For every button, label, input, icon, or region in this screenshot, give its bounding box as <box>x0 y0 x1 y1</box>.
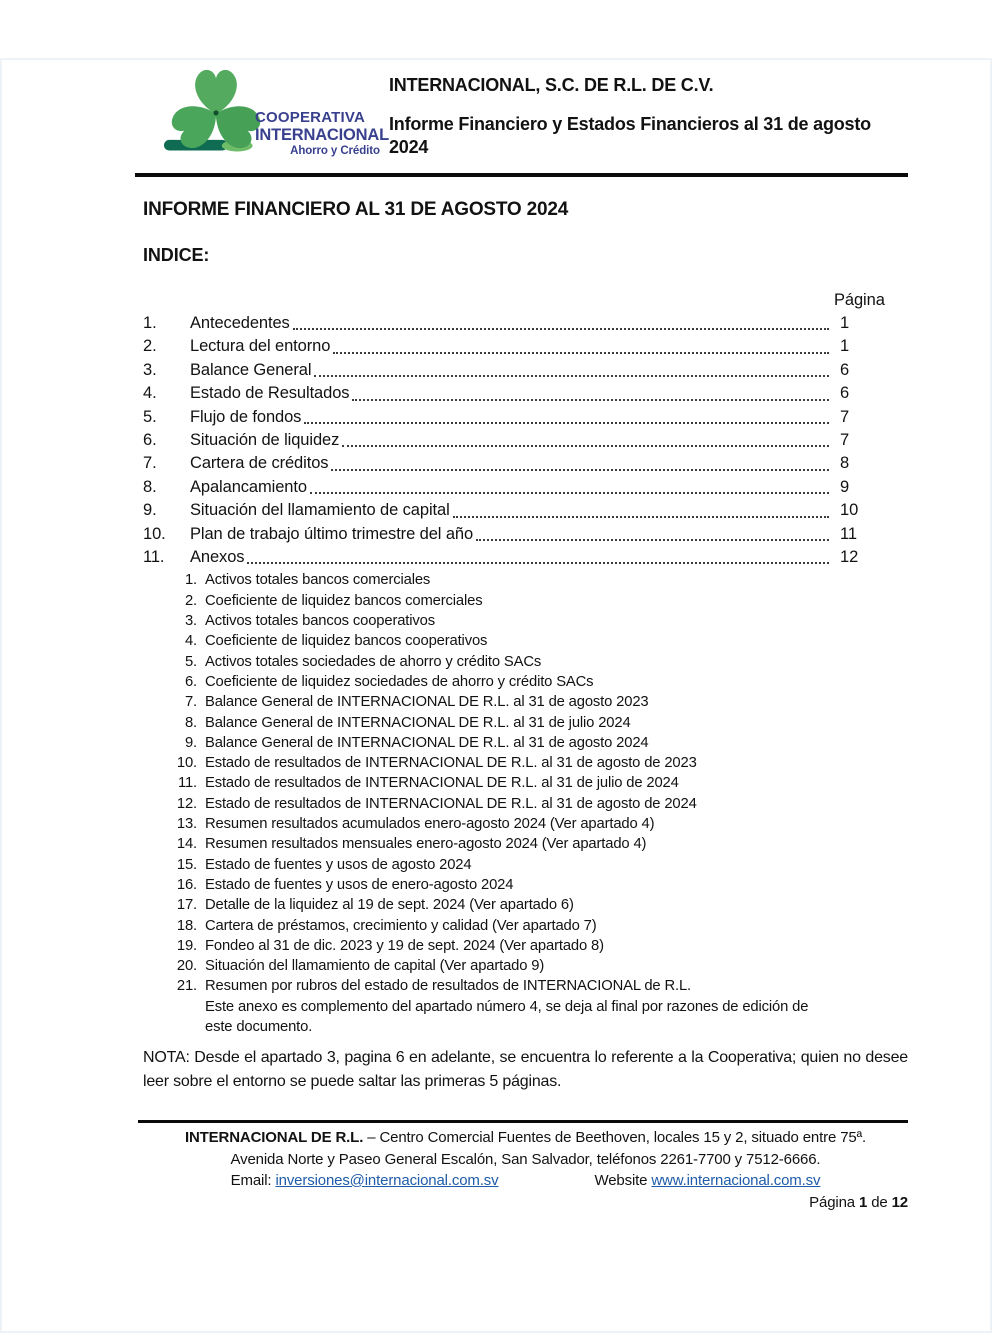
annex-item-label: Balance General de INTERNACIONAL DE R.L. al 31 de agosto 2023 <box>205 694 649 711</box>
footer-page-total: 12 <box>891 1194 908 1212</box>
toc-row <box>143 546 908 569</box>
annex-item-label: Balance General de INTERNACIONAL DE R.L. al 31 de agosto 2024 <box>205 734 649 751</box>
annex-item-body <box>205 753 697 773</box>
dot-leader <box>293 328 829 330</box>
footer-email <box>231 1170 499 1191</box>
email-link[interactable]: inversiones@internacional.com.sv <box>275 1171 499 1189</box>
annex-item-body <box>205 692 649 712</box>
annex-item-body <box>205 855 471 875</box>
dot-leader <box>247 562 829 564</box>
annex-item-label: Estado de resultados de INTERNACIONAL DE R.L. al 31 de agosto de 2023 <box>205 755 697 772</box>
toc-item-number: 6. <box>143 431 157 450</box>
report-header <box>143 58 908 166</box>
shamrock-icon <box>163 58 269 164</box>
annex-item-body <box>205 916 597 936</box>
annex-item-label: Detalle de la liquidez al 19 de sept. 2024 (Ver apartado 6) <box>205 897 574 914</box>
toc-row <box>143 406 908 429</box>
email-label: Email: <box>230 1171 276 1189</box>
logo-text <box>255 109 397 157</box>
annex-row <box>143 976 908 1037</box>
annex-row <box>143 814 908 834</box>
header-divider <box>135 173 908 177</box>
toc-item-label: Anexos <box>190 548 245 567</box>
annex-item-body <box>205 733 649 753</box>
annex-item-number: 19. <box>176 937 197 954</box>
toc-row <box>143 499 908 522</box>
toc-row <box>143 429 908 452</box>
dot-leader <box>331 469 829 471</box>
annex-item-body <box>205 570 430 590</box>
annex-item-number: 12. <box>176 795 197 812</box>
toc-item-label: Cartera de créditos <box>190 454 329 473</box>
dot-leader <box>342 445 829 447</box>
annex-item-label: Coeficiente de liquidez sociedades de ahorro y crédito SACs <box>205 673 594 690</box>
toc-item-number: 5. <box>143 407 157 426</box>
toc-item-number: 1. <box>143 314 157 332</box>
annex-item-body <box>205 976 819 1037</box>
footer-contacts <box>143 1170 908 1191</box>
annex-item-number: 20. <box>176 958 197 975</box>
toc-item-number: 11. <box>143 548 165 567</box>
annex-item-body <box>205 834 646 854</box>
annex-item-number: 21. <box>176 978 197 995</box>
annex-row <box>143 855 908 875</box>
annex-row <box>143 631 908 651</box>
annex-row <box>143 916 908 936</box>
annex-item-label: Resumen por rubros del estado de resultados de INTERNACIONAL de R.L. <box>205 978 692 995</box>
annex-item-number: 16. <box>176 876 197 893</box>
annex-row <box>143 794 908 814</box>
annex-item-number: 17. <box>176 897 197 914</box>
annex-item-body <box>205 652 541 672</box>
annex-item-body <box>205 611 435 631</box>
footer-page-number <box>143 1192 908 1213</box>
toc-item-label: Antecedentes <box>190 314 290 332</box>
annex-item-number: 2. <box>184 592 197 609</box>
toc-item-label: Situación del llamamiento de capital <box>190 501 450 520</box>
toc-item-page: 7 <box>840 431 850 450</box>
logo-line-internacional: INTERNACIONAL <box>255 126 389 144</box>
annex-item-label: Estado de fuentes y usos de agosto 2024 <box>205 856 472 873</box>
annex-item-number: 5. <box>184 653 197 670</box>
toc-item-page: 1 <box>840 314 850 332</box>
toc-row <box>143 312 908 335</box>
annex-item-body <box>205 591 482 611</box>
document-title: INFORME FINANCIERO AL 31 DE AGOSTO 2024 <box>143 199 569 220</box>
toc-item-page: 9 <box>840 477 850 496</box>
dot-leader <box>310 492 829 494</box>
footer-address-line2: Avenida Norte y Paseo General Escalón, San Salvador, teléfonos 2261-7700 y 7512-6666. <box>230 1150 821 1168</box>
annex-item-label: Cartera de préstamos, crecimiento y calidad (Ver apartado 7) <box>205 917 597 934</box>
document-body <box>143 199 908 1093</box>
annex-row <box>143 591 908 611</box>
footer-text <box>143 1127 908 1213</box>
annex-item-number: 11. <box>177 775 197 792</box>
annex-row <box>143 936 908 956</box>
toc-item-number: 10. <box>143 524 166 543</box>
company-name: INTERNACIONAL, S.C. DE R.L. DE C.V. <box>389 75 714 95</box>
annex-item-number: 15. <box>176 856 197 873</box>
toc-item-page: 1 <box>840 337 850 356</box>
toc-item-number: 9. <box>143 501 157 520</box>
report-subtitle: Informe Financiero y Estados Financieros al 31 de agosto 2024 <box>389 114 871 157</box>
page-footer <box>0 1120 992 1213</box>
toc-item-page: 7 <box>840 407 850 426</box>
annex-item-label: Resumen resultados mensuales enero-agosto 2024 (Ver apartado 4) <box>205 836 647 853</box>
annex-item-number: 9. <box>184 734 197 751</box>
footer-page-current: 1 <box>858 1194 868 1212</box>
toc-item-page: 11 <box>840 524 857 543</box>
table-of-contents <box>143 312 908 569</box>
annex-item-label: Coeficiente de liquidez bancos cooperativos <box>205 633 488 650</box>
annex-item-number: 8. <box>184 714 197 731</box>
nota-paragraph: NOTA: Desde el apartado 3, pagina 6 en adelante, se encuentra lo referente a la Cooperativa; quien no desee leer sobre el entorno se puede saltar las primeras 5 páginas. <box>143 1049 908 1090</box>
toc-row <box>143 382 908 405</box>
dot-leader <box>333 352 829 354</box>
website-label: Website <box>594 1171 652 1189</box>
toc-item-number: 3. <box>143 360 157 379</box>
annex-item-body <box>205 631 487 651</box>
annex-item-number: 4. <box>184 633 197 650</box>
toc-item-label: Lectura del entorno <box>190 337 331 356</box>
annex-item-body <box>205 895 574 915</box>
toc-item-page: 10 <box>840 501 859 520</box>
page-column-label: Página <box>834 291 885 309</box>
annex-row <box>143 692 908 712</box>
annex-item-number: 1. <box>184 572 197 589</box>
annex-item-note: Este anexo es complemento del apartado número 4, se deja al final por razones de edición de este documento. <box>205 998 809 1035</box>
toc-row <box>143 359 908 382</box>
toc-item-label: Flujo de fondos <box>190 407 302 426</box>
toc-item-label: Situación de liquidez <box>190 431 340 450</box>
annex-item-number: 14. <box>176 836 197 853</box>
dot-leader <box>476 539 829 541</box>
toc-item-label: Plan de trabajo último trimestre del año <box>190 524 474 543</box>
annex-item-body <box>205 672 593 692</box>
annex-item-body <box>205 773 679 793</box>
annex-item-label: Coeficiente de liquidez bancos comerciales <box>205 592 483 609</box>
footer-website <box>594 1170 820 1191</box>
toc-row <box>143 335 908 358</box>
annex-item-body <box>205 814 654 834</box>
annex-item-label: Balance General de INTERNACIONAL DE R.L. al 31 de julio 2024 <box>205 714 631 731</box>
logo-line-tagline: Ahorro y Crédito <box>290 145 380 157</box>
annex-item-number: 7. <box>184 694 197 711</box>
annex-row <box>143 956 908 976</box>
annex-item-number: 3. <box>184 613 197 630</box>
toc-row <box>143 452 908 475</box>
dot-leader <box>304 422 829 424</box>
footer-page-of: de <box>867 1194 892 1212</box>
toc-item-page: 6 <box>840 360 850 379</box>
annex-item-label: Situación del llamamiento de capital (Ver apartado 9) <box>205 958 545 975</box>
toc-item-label: Apalancamiento <box>190 477 307 496</box>
toc-item-number: 2. <box>143 337 157 356</box>
toc-item-page: 6 <box>840 384 850 403</box>
annex-item-number: 18. <box>176 917 197 934</box>
annex-item-label: Estado de fuentes y usos de enero-agosto 2024 <box>205 876 514 893</box>
annex-row <box>143 570 908 590</box>
footer-page-label: Página <box>809 1194 859 1212</box>
annex-row <box>143 733 908 753</box>
dot-leader <box>352 399 829 401</box>
page-column-header <box>143 291 908 310</box>
document-page <box>0 58 992 1333</box>
annex-item-body <box>205 956 544 976</box>
annex-item-label: Resumen resultados acumulados enero-agosto 2024 (Ver apartado 4) <box>205 816 655 833</box>
annex-item-number: 6. <box>184 673 197 690</box>
logo-line-cooperativa: COOPERATIVA <box>255 109 365 126</box>
footer-divider <box>138 1120 908 1123</box>
annex-item-number: 13. <box>176 816 197 833</box>
annex-row <box>143 895 908 915</box>
footer-address-line1-rest: – Centro Comercial Fuentes de Beethoven, locales 15 y 2, situado entre 75ª. <box>363 1129 867 1147</box>
toc-item-label: Estado de Resultados <box>190 384 350 403</box>
annex-row <box>143 652 908 672</box>
header-titles <box>389 58 879 166</box>
annex-list <box>143 570 908 1037</box>
toc-row <box>143 476 908 499</box>
annex-item-label: Estado de resultados de INTERNACIONAL DE R.L. al 31 de agosto de 2024 <box>205 795 697 812</box>
website-link[interactable]: www.internacional.com.sv <box>651 1171 821 1189</box>
toc-row <box>143 523 908 546</box>
annex-item-body <box>205 936 604 956</box>
annex-item-label: Estado de resultados de INTERNACIONAL DE R.L. al 31 de julio de 2024 <box>205 775 679 792</box>
toc-item-number: 7. <box>143 454 157 473</box>
annex-item-body <box>205 713 631 733</box>
annex-item-label: Fondeo al 31 de dic. 2023 y 19 de sept. 2024 (Ver apartado 8) <box>205 937 604 954</box>
footer-address-line1 <box>143 1127 908 1148</box>
annex-row <box>143 672 908 692</box>
annex-item-label: Activos totales bancos cooperativos <box>205 613 435 630</box>
annex-row <box>143 834 908 854</box>
annex-item-number: 10. <box>176 755 197 772</box>
toc-item-page: 12 <box>840 548 859 567</box>
dot-leader <box>314 375 829 377</box>
annex-row <box>143 753 908 773</box>
annex-row <box>143 875 908 895</box>
annex-row <box>143 773 908 793</box>
annex-item-body <box>205 794 697 814</box>
annex-item-label: Activos totales sociedades de ahorro y crédito SACs <box>205 653 542 670</box>
footer-company-name: INTERNACIONAL DE R.L. <box>184 1129 364 1147</box>
annex-row <box>143 611 908 631</box>
toc-item-number: 4. <box>143 384 157 403</box>
annex-item-body <box>205 875 513 895</box>
toc-item-label: Balance General <box>190 360 312 379</box>
toc-item-page: 8 <box>840 454 850 473</box>
annex-item-label: Activos totales bancos comerciales <box>205 572 431 589</box>
cooperativa-logo <box>143 58 393 166</box>
dot-leader <box>453 516 829 518</box>
index-heading: INDICE: <box>143 245 210 265</box>
annex-row <box>143 713 908 733</box>
toc-item-number: 8. <box>143 477 157 496</box>
